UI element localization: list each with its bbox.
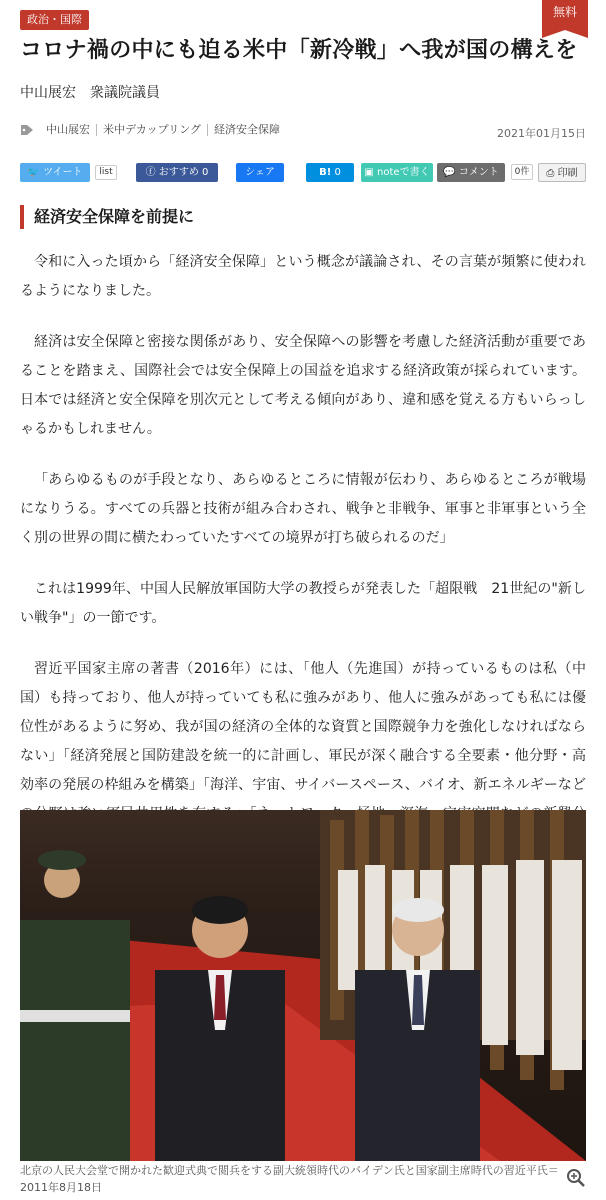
section-heading: 経済安全保障を前提に [20,205,194,229]
paragraph: これは1999年、中国人民解放軍国防大学の教授らが発表した「超限戦 21世紀の"新しい戦争"」の一節です。 [20,581,586,626]
paragraph: 令和に入った頃から「経済安全保障」という概念が議論され、その言葉が頻繁に使われるようになりました。 [20,254,586,299]
zoom-icon[interactable] [566,1168,586,1188]
article-author: 中山展宏 衆議院議員 [20,85,160,101]
article-title: コロナ禍の中にも迫る米中「新冷戦」へ我が国の構えを [20,38,578,63]
share-bar [20,163,586,183]
tag-item[interactable]: 中山展宏 [40,124,97,136]
twitter-icon: 🐦 [27,167,44,178]
print-icon: ⎙ [546,168,558,179]
article-photo[interactable] [20,810,586,1161]
category-label[interactable]: 政治・国際 [20,10,89,30]
paragraph: 「あらゆるものが手段となり、あらゆるところに情報が伝わり、あらゆるところが戦場になりうる。すべての兵器と技術が組み合わされ、戦争と非戦争、軍事と非軍事という全く別の世界の間に横たわっていたすべての境界が打ち破られるのだ」 [20,472,586,546]
tweet-button[interactable]: 🐦 ツイート [20,163,90,182]
photo-caption: 北京の人民大会堂で開かれた歓迎式典で閲兵をする副大統領時代のバイデン氏と国家副主席時代の習近平氏＝2011年8月18日 [20,1164,559,1194]
paragraph: 習近平国家主席の著書（2016年）には、「他人（先進国）が持っているものは私（中国）も持っており、他人が持っていても私に強みがあり、他人に強みがあっても私には優位性があるように努め、我が国の経済の全体的な資質と国際競争力を強化しなければならない」「経済発展と国防建設を統一的に計画し、軍民が深く融合する全要素・他分野・高効率の発展の枠組みを構築」「海洋、宇宙、サイバースペース、バイオ、新エネルギーなど [20,661,586,793]
paragraph: 経済は安全保障と密接な関係があり、安全保障への影響を考慮した経済活動が重要であることを踏まえ、国際社会では安全保障上の国益を追求する経済政策が採られています。日本では経済と安全保障を別次元として考える傾向があり、違和感を覚える方もいらっしゃるかもしれません。 [20,334,586,437]
facebook-icon: ⓕ [145,167,159,178]
tag-item[interactable]: 米中デカップリング [97,124,208,136]
tag-item[interactable]: 経済安全保障 [214,123,281,136]
facebook-share-button[interactable]: シェア [236,163,284,182]
facebook-recommend-button[interactable]: ⓕ おすすめ 0 [136,163,218,182]
photo-illustration [20,810,586,1161]
twitter-list-button[interactable]: list [95,165,117,180]
note-button[interactable]: ▣ noteで書く [361,163,433,182]
article-body [20,248,586,880]
hatena-icon: B! [319,167,332,178]
comment-button[interactable]: 💬 コメント [437,163,505,182]
publish-date: 2021年01月15日 [497,127,586,140]
print-button[interactable]: ⎙ 印刷 [538,163,586,182]
tag-list [20,124,286,136]
comment-icon: 💬 [443,167,459,178]
note-icon: ▣ [364,167,378,178]
hatena-bookmark-button[interactable]: B! 0 [306,163,354,182]
tag-icon [20,124,34,136]
free-badge: 無料 [542,0,588,30]
comment-count: 0件 [511,164,533,180]
